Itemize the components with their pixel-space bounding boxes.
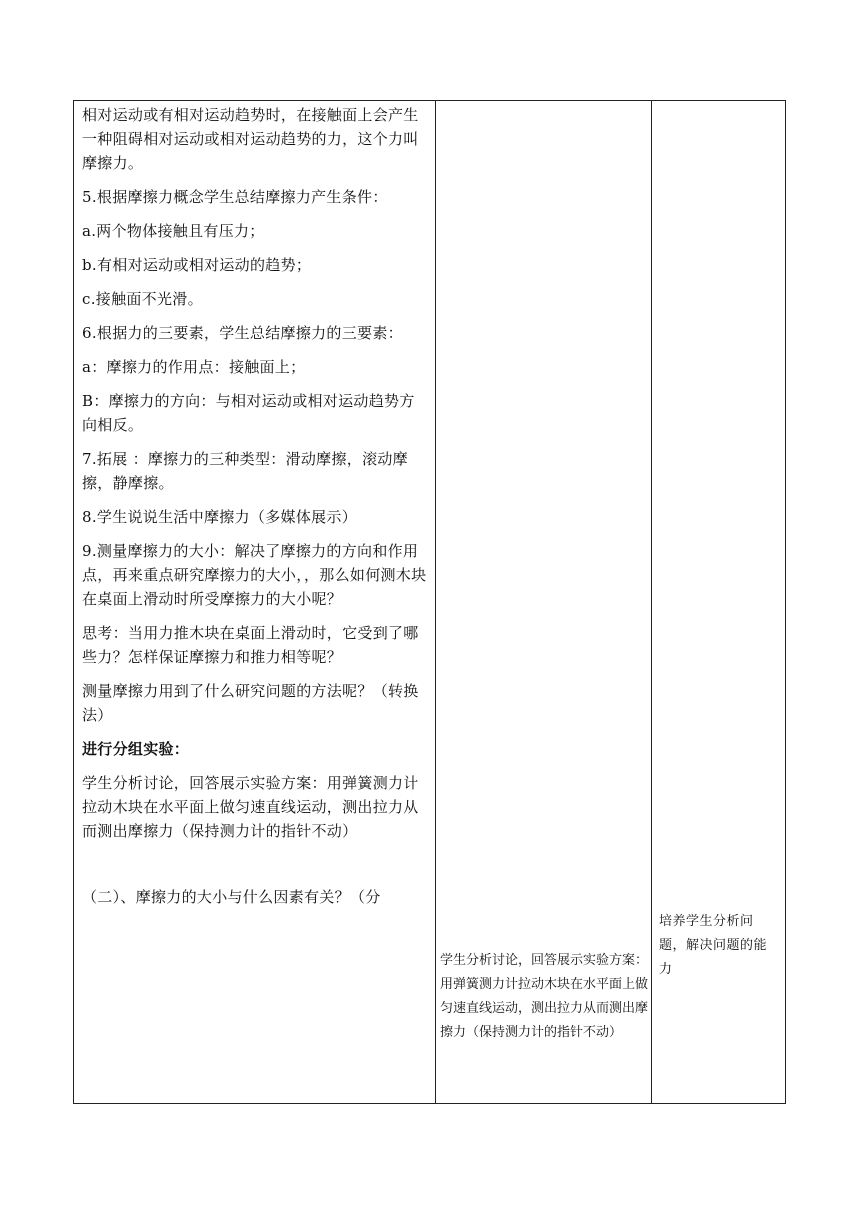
paragraph: 相对运动或有相对运动趋势时，在接触面上会产生一种阻碍相对运动或相对运动趋势的力，这个力叫摩擦力。 xyxy=(82,106,419,172)
paragraph: （二）、摩擦力的大小与什么因素有关？（分 xyxy=(82,888,381,906)
student-activity-cell: 学生分析讨论，回答展示实验方案：用弹簧测力计拉动木块在水平面上做匀速直线运动，测出拉力从而测出摩擦力（保持测力计的指针不动） xyxy=(440,953,649,1040)
paragraph: B：摩擦力的方向：与相对运动或相对运动趋势方向相反。 xyxy=(82,392,415,434)
paragraph: a：摩擦力的作用点：接触面上； xyxy=(82,358,306,376)
column-divider xyxy=(435,101,436,1103)
section-heading: 进行分组实验： xyxy=(82,740,190,758)
paragraph: 9.测量摩擦力的大小：解决了摩擦力的方向和作用点，再来重点研究摩擦力的大小，，那么如何测木块在桌面上滑动时所受摩擦力的大小呢？ xyxy=(82,542,427,608)
column-divider xyxy=(651,101,652,1103)
paragraph: 思考：当用力推木块在桌面上滑动时，它受到了哪些力？怎样保证摩擦力和推力相等呢？ xyxy=(82,624,419,666)
paragraph: 测量摩擦力用到了什么研究问题的方法呢？（转换法） xyxy=(82,682,419,724)
paragraph: c.接触面不光滑。 xyxy=(82,290,203,308)
paragraph: 学生分析讨论，回答展示实验方案：用弹簧测力计拉动木块在水平面上做匀速直线运动，测出拉力从而测出摩擦力（保持测力计的指针不动） xyxy=(82,774,419,840)
lesson-table xyxy=(73,100,786,1104)
paragraph: a.两个物体接触且有压力； xyxy=(82,222,265,240)
design-intent-cell: 培养学生分析问题，解决问题的能力 xyxy=(659,914,768,977)
paragraph: 7.拓展 ：摩擦力的三种类型：滑动摩擦，滚动摩擦，静摩擦。 xyxy=(82,450,408,492)
paragraph: 6.根据力的三要素，学生总结摩擦力的三要素： xyxy=(82,324,403,342)
paragraph: b.有相对运动或相对运动的趋势； xyxy=(82,256,312,274)
teaching-process-cell xyxy=(82,103,428,919)
paragraph: 5.根据摩擦力概念学生总结摩擦力产生条件： xyxy=(82,188,388,206)
paragraph: 8.学生说说生活中摩擦力（多媒体展示） xyxy=(82,508,358,526)
